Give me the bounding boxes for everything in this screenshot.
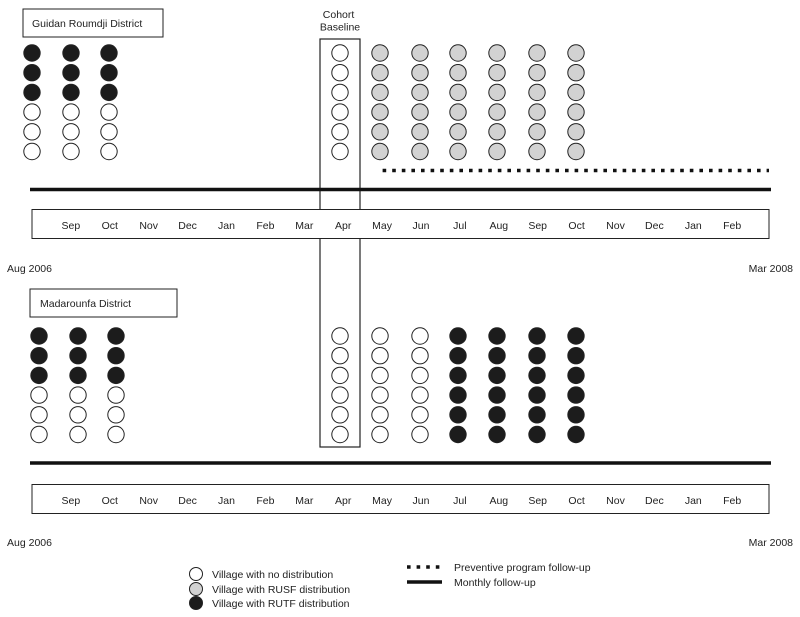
village-none [412, 426, 428, 442]
village-column-oct [568, 328, 584, 443]
month-tick-label: Jan [218, 495, 235, 507]
village-column-aug [489, 45, 505, 160]
village-rutf [568, 387, 584, 403]
village-rutf [70, 348, 86, 364]
village-none [70, 387, 86, 403]
village-rusf [489, 45, 505, 61]
village-rusf [489, 143, 505, 159]
village-rutf [568, 367, 584, 383]
village-none [31, 426, 47, 442]
village-rutf [489, 426, 505, 442]
village-column-sep [63, 45, 79, 160]
village-none [332, 143, 348, 159]
timeline-start-label: Aug 2006 [7, 263, 52, 275]
village-rutf [489, 407, 505, 423]
village-rusf [489, 84, 505, 100]
village-rusf [412, 124, 428, 140]
district-name: Guidan Roumdji District [32, 18, 143, 30]
month-tick-label: Dec [178, 220, 197, 232]
village-none [108, 407, 124, 423]
village-rusf [529, 104, 545, 120]
village-rutf [101, 45, 117, 61]
village-column-apr [332, 45, 348, 160]
month-tick-label: Jan [684, 220, 702, 232]
village-rutf [63, 65, 79, 81]
village-rusf [450, 124, 466, 140]
village-column-apr [332, 328, 348, 443]
village-rutf [489, 387, 505, 403]
village-rutf [568, 426, 584, 442]
village-none [412, 387, 428, 403]
village-rusf [568, 124, 584, 140]
village-none [412, 348, 428, 364]
village-none [332, 367, 348, 383]
village-rutf [489, 367, 505, 383]
month-tick-label: Dec [645, 495, 664, 507]
month-tick-label: Nov [139, 495, 159, 507]
village-column-oct [108, 328, 124, 443]
month-tick-label: Dec [178, 495, 197, 507]
month-tick-label: Feb [256, 220, 275, 232]
legend-swatch-rutf [190, 597, 203, 610]
village-rutf [450, 328, 466, 344]
month-tick-label: Jun [412, 220, 430, 232]
month-tick-label: Feb [723, 220, 742, 232]
village-none [332, 45, 348, 61]
village-rusf [372, 143, 388, 159]
village-rutf [529, 367, 545, 383]
village-rutf [450, 407, 466, 423]
village-rutf [63, 84, 79, 100]
village-column-sep [529, 328, 545, 443]
legend-swatch-rusf [190, 583, 203, 596]
legend-label-monthly: Monthly follow-up [454, 577, 536, 589]
month-tick-label: Jan [684, 495, 702, 507]
village-rutf [568, 348, 584, 364]
village-column-sep [529, 45, 545, 160]
village-none [372, 387, 388, 403]
village-rutf [450, 367, 466, 383]
village-rutf [529, 407, 545, 423]
village-column-sep [70, 328, 86, 443]
village-grid [24, 45, 584, 160]
month-tick-label: Sep [61, 220, 81, 232]
village-none [70, 407, 86, 423]
month-tick-label: Dec [645, 220, 664, 232]
village-rusf [372, 45, 388, 61]
month-tick-label: Oct [101, 495, 118, 507]
village-none [101, 124, 117, 140]
month-tick-label: Apr [335, 220, 352, 232]
village-none [101, 104, 117, 120]
village-rutf [70, 328, 86, 344]
village-rusf [529, 65, 545, 81]
village-none [332, 387, 348, 403]
month-tick-label: May [372, 220, 393, 232]
village-column-may [372, 45, 388, 160]
village-column-jun [412, 45, 428, 160]
village-rutf [450, 387, 466, 403]
month-tick-label: Jan [218, 220, 235, 232]
village-rusf [529, 124, 545, 140]
village-rutf [31, 328, 47, 344]
village-none [101, 143, 117, 159]
village-none [372, 328, 388, 344]
village-column-oct [568, 45, 584, 160]
month-tick-label: Feb [723, 495, 742, 507]
village-none [24, 124, 40, 140]
legend-label-rusf: Village with RUSF distribution [212, 584, 351, 596]
village-none [63, 143, 79, 159]
village-none [108, 387, 124, 403]
village-none [332, 104, 348, 120]
cohort-baseline-label: Cohort Baseline [319, 9, 361, 34]
village-none [70, 426, 86, 442]
village-rutf [489, 328, 505, 344]
month-tick-label: Jul [453, 220, 467, 232]
village-rusf [568, 84, 584, 100]
month-tick-label: Sep [528, 220, 548, 232]
village-rusf [450, 84, 466, 100]
village-rutf [450, 426, 466, 442]
village-rutf [489, 348, 505, 364]
month-tick-label: Aug [489, 220, 509, 232]
timeline-start-label: Aug 2006 [7, 537, 52, 549]
village-column-jul [450, 328, 466, 443]
village-none [332, 84, 348, 100]
village-rusf [372, 104, 388, 120]
month-tick-label: Apr [335, 495, 352, 507]
village-rusf [489, 65, 505, 81]
village-none [332, 65, 348, 81]
village-none [24, 143, 40, 159]
village-rutf [31, 367, 47, 383]
village-rusf [412, 65, 428, 81]
village-rusf [568, 45, 584, 61]
month-tick-label: Oct [568, 495, 585, 507]
village-rusf [450, 65, 466, 81]
month-tick-label: Mar [295, 495, 314, 507]
village-rutf [31, 348, 47, 364]
month-tick-label: Aug [489, 495, 509, 507]
village-grid [31, 328, 584, 443]
panel-guidan-roumdji [7, 9, 793, 275]
village-rusf [529, 45, 545, 61]
village-column-aug [24, 45, 40, 160]
village-rusf [489, 104, 505, 120]
village-rutf [24, 45, 40, 61]
village-none [63, 104, 79, 120]
month-tick-label: Mar [295, 220, 314, 232]
village-rusf [450, 45, 466, 61]
month-tick-label: Oct [568, 220, 585, 232]
panel-madarounfa [7, 289, 793, 549]
legend-label-none: Village with no distribution [212, 569, 334, 581]
village-column-may [372, 328, 388, 443]
month-tick-label: Sep [61, 495, 81, 507]
village-rutf [450, 348, 466, 364]
village-rusf [529, 84, 545, 100]
month-tick-label: Nov [606, 495, 625, 507]
village-rutf [24, 84, 40, 100]
village-none [108, 426, 124, 442]
month-tick-label: Jul [453, 495, 467, 507]
village-none [332, 348, 348, 364]
village-none [24, 104, 40, 120]
village-rutf [529, 426, 545, 442]
village-rusf [372, 124, 388, 140]
month-tick-label: Sep [528, 495, 548, 507]
village-rusf [568, 104, 584, 120]
village-rutf [101, 84, 117, 100]
legend-swatch-none [190, 568, 203, 581]
timeline-end-label: Mar 2008 [748, 537, 793, 549]
village-rutf [70, 367, 86, 383]
village-rusf [450, 104, 466, 120]
month-tick-label: Oct [101, 220, 118, 232]
village-rutf [108, 348, 124, 364]
village-rusf [372, 84, 388, 100]
village-none [412, 367, 428, 383]
village-column-jun [412, 328, 428, 443]
month-tick-label: Jun [412, 495, 430, 507]
village-column-jul [450, 45, 466, 160]
month-tick-label: Nov [606, 220, 625, 232]
village-none [372, 407, 388, 423]
village-column-aug [489, 328, 505, 443]
district-name: Madarounfa District [40, 298, 132, 310]
village-none [63, 124, 79, 140]
village-none [31, 387, 47, 403]
village-none [412, 328, 428, 344]
village-rusf [372, 65, 388, 81]
month-tick-label: May [372, 495, 393, 507]
village-none [31, 407, 47, 423]
village-none [332, 426, 348, 442]
village-rutf [108, 328, 124, 344]
village-rusf [412, 84, 428, 100]
village-rutf [24, 65, 40, 81]
village-none [372, 367, 388, 383]
village-rutf [529, 348, 545, 364]
legend-label-preventive: Preventive program follow-up [454, 562, 591, 574]
village-rusf [412, 45, 428, 61]
village-none [372, 426, 388, 442]
village-rutf [63, 45, 79, 61]
timeline-end-label: Mar 2008 [748, 263, 793, 275]
village-none [332, 328, 348, 344]
village-rusf [568, 65, 584, 81]
village-none [412, 407, 428, 423]
month-tick-label: Feb [256, 495, 275, 507]
village-none [332, 124, 348, 140]
village-rutf [529, 387, 545, 403]
village-rutf [108, 367, 124, 383]
village-rusf [529, 143, 545, 159]
village-column-oct [101, 45, 117, 160]
village-rutf [101, 65, 117, 81]
village-rutf [529, 328, 545, 344]
village-rusf [489, 124, 505, 140]
village-rutf [568, 328, 584, 344]
village-none [332, 407, 348, 423]
month-tick-label: Nov [139, 220, 159, 232]
village-rusf [450, 143, 466, 159]
village-rutf [568, 407, 584, 423]
legend [190, 562, 591, 610]
village-column-aug [31, 328, 47, 443]
village-rusf [412, 143, 428, 159]
village-none [372, 348, 388, 364]
village-rusf [568, 143, 584, 159]
legend-label-rutf: Village with RUTF distribution [212, 598, 350, 610]
village-rusf [412, 104, 428, 120]
